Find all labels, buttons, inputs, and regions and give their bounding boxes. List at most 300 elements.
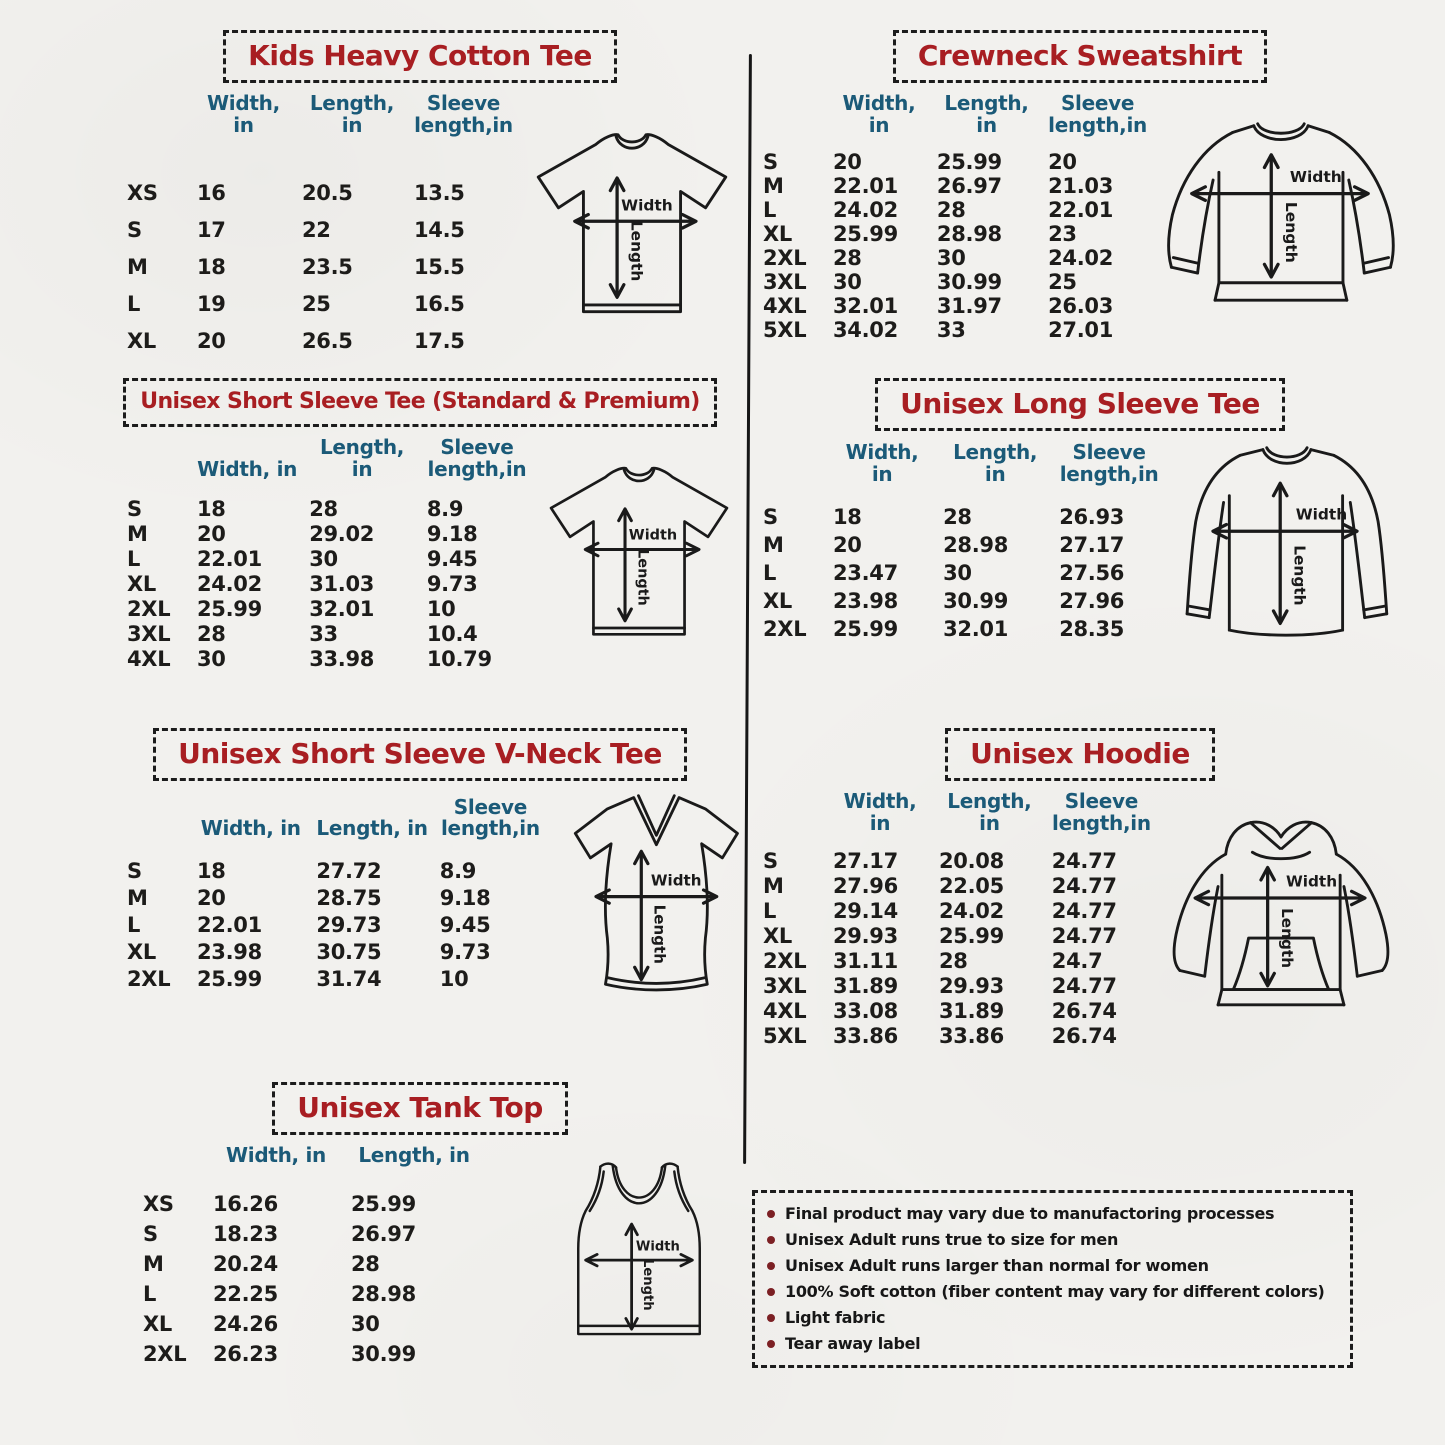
column-header: Sleeve length,in bbox=[1052, 789, 1151, 835]
measurement-value: 8.9 bbox=[426, 496, 464, 521]
measurement-value: 20 bbox=[833, 533, 862, 558]
measurement-value: 20.08 bbox=[938, 848, 1004, 873]
size-row bbox=[121, 646, 533, 671]
column-header: Length, in bbox=[358, 1143, 470, 1167]
note-item bbox=[767, 1305, 1338, 1331]
size-row bbox=[757, 587, 1165, 615]
measurement-value: 28.75 bbox=[316, 886, 382, 911]
size-label: M bbox=[127, 521, 148, 546]
measurement-value: 24.02 bbox=[1048, 246, 1114, 271]
size-label: XL bbox=[143, 1311, 172, 1336]
size-label: 2XL bbox=[143, 1341, 187, 1366]
note-text: Unisex Adult runs larger than normal for women bbox=[785, 1256, 1209, 1275]
size-table-tank bbox=[137, 1145, 483, 1369]
column-header: Width, in bbox=[843, 789, 917, 835]
measurement-value: 33 bbox=[309, 621, 338, 646]
section-title: Unisex Long Sleeve Tee bbox=[900, 387, 1260, 420]
table-header-row bbox=[121, 93, 519, 174]
panel-crewneck-sweatshirt bbox=[755, 30, 1405, 375]
measurement-value: 29.14 bbox=[833, 898, 898, 923]
measurement-value: 19 bbox=[197, 291, 226, 316]
measurement-value: 24.77 bbox=[1051, 923, 1117, 948]
size-row bbox=[757, 222, 1153, 246]
measurement-value: 20.5 bbox=[301, 180, 353, 205]
panel-kids-heavy-cotton-tee bbox=[95, 30, 745, 375]
size-column-header bbox=[757, 93, 827, 150]
size-label: L bbox=[763, 198, 777, 223]
size-row bbox=[757, 948, 1157, 973]
size-label: S bbox=[127, 859, 142, 884]
column-header: Length, in bbox=[319, 435, 405, 481]
long-sleeve-tee-illustration bbox=[1165, 441, 1405, 645]
size-table-crewneck bbox=[757, 93, 1153, 342]
measurement-value: 9.73 bbox=[426, 571, 478, 596]
width-arrow bbox=[586, 1255, 693, 1266]
measurement-value: 24.26 bbox=[213, 1311, 278, 1336]
length-arrow bbox=[1273, 483, 1286, 623]
size-row bbox=[757, 174, 1153, 198]
size-row bbox=[121, 621, 533, 646]
tshirt-illustration bbox=[519, 128, 745, 325]
measurement-value: 30.99 bbox=[936, 270, 1002, 295]
length-arrow bbox=[1261, 867, 1274, 985]
size-label: XS bbox=[127, 180, 158, 205]
size-column-header bbox=[121, 437, 191, 496]
note-item bbox=[767, 1201, 1338, 1227]
measurement-value: 9.45 bbox=[439, 913, 491, 938]
section-title-box bbox=[272, 1082, 568, 1135]
measurement-value: 23.98 bbox=[197, 940, 262, 965]
measurement-value: 31.11 bbox=[833, 948, 898, 973]
measurement-value: 18 bbox=[197, 496, 226, 521]
size-label: 5XL bbox=[763, 318, 807, 343]
table-header-row bbox=[121, 437, 533, 496]
size-label: L bbox=[763, 898, 777, 923]
size-column-header bbox=[757, 442, 827, 503]
table-header-row bbox=[757, 93, 1153, 150]
measurement-value: 27.96 bbox=[833, 873, 898, 898]
size-label: M bbox=[763, 873, 784, 898]
measurement-value: 26.5 bbox=[301, 328, 353, 353]
column-header: Length, in bbox=[953, 440, 1038, 486]
bullet-dot bbox=[767, 1314, 775, 1322]
panel-unisex-hoodie bbox=[755, 728, 1405, 1088]
size-row bbox=[121, 174, 519, 211]
measurement-value: 9.18 bbox=[426, 521, 478, 546]
panel-unisex-vneck-tee bbox=[95, 728, 745, 1080]
size-row bbox=[121, 496, 533, 521]
measurement-value: 27.17 bbox=[1059, 533, 1125, 558]
section-title-box bbox=[945, 728, 1215, 781]
section-title: Crewneck Sweatshirt bbox=[917, 39, 1243, 72]
length-label: Length bbox=[1290, 545, 1309, 606]
section-title-box bbox=[223, 30, 617, 83]
size-row bbox=[757, 150, 1153, 174]
measurement-value: 30.99 bbox=[351, 1341, 416, 1366]
measurement-value: 27.72 bbox=[316, 859, 382, 884]
column-header: Length, in bbox=[947, 789, 1032, 835]
measurement-value: 24.02 bbox=[938, 898, 1004, 923]
width-label: Width bbox=[650, 871, 702, 890]
measurement-value: 26.03 bbox=[1048, 294, 1114, 319]
measurement-value: 30 bbox=[351, 1311, 380, 1336]
measurement-value: 28 bbox=[936, 198, 966, 223]
note-item bbox=[767, 1253, 1338, 1279]
table-header-row bbox=[757, 442, 1165, 503]
size-label: 3XL bbox=[763, 973, 807, 998]
table-header-row bbox=[757, 791, 1157, 848]
size-column-header bbox=[137, 1145, 207, 1189]
size-label: 2XL bbox=[763, 617, 807, 642]
size-label: L bbox=[143, 1281, 157, 1306]
hoodie-illustration bbox=[1157, 816, 1405, 1024]
measurement-value: 16 bbox=[197, 180, 226, 205]
measurement-value: 30 bbox=[936, 246, 966, 271]
measurement-value: 26.74 bbox=[1051, 1023, 1117, 1048]
measurement-value: 33.98 bbox=[309, 646, 375, 671]
measurement-value: 32.01 bbox=[833, 294, 898, 319]
section-title-box bbox=[875, 378, 1285, 431]
measurement-value: 23.98 bbox=[833, 589, 898, 614]
size-label: S bbox=[127, 217, 142, 242]
measurement-value: 23.47 bbox=[833, 561, 898, 586]
notes-list bbox=[767, 1201, 1338, 1357]
width-label: Width bbox=[635, 1239, 680, 1255]
size-row bbox=[121, 966, 547, 993]
bullet-dot bbox=[767, 1340, 775, 1348]
size-row bbox=[757, 246, 1153, 270]
tank-top-illustration bbox=[561, 1160, 717, 1353]
measurement-value: 25 bbox=[1048, 270, 1077, 295]
size-label: 2XL bbox=[127, 596, 171, 621]
measurement-value: 23 bbox=[1048, 222, 1077, 247]
measurement-value: 9.45 bbox=[426, 546, 478, 571]
measurement-value: 20.24 bbox=[213, 1251, 278, 1276]
size-label: M bbox=[127, 886, 148, 911]
size-row bbox=[137, 1219, 483, 1249]
bullet-dot bbox=[767, 1236, 775, 1244]
measurement-value: 25.99 bbox=[197, 967, 262, 992]
measurement-value: 13.5 bbox=[413, 180, 465, 205]
size-label: 3XL bbox=[763, 270, 807, 295]
measurement-value: 22 bbox=[301, 217, 331, 242]
size-label: 2XL bbox=[763, 246, 807, 271]
column-header: Sleeve length,in bbox=[441, 794, 540, 841]
measurement-value: 33 bbox=[936, 318, 966, 343]
size-row bbox=[757, 559, 1165, 587]
size-column-header bbox=[121, 797, 191, 858]
measurement-value: 33.86 bbox=[833, 1023, 898, 1048]
measurement-value: 18.23 bbox=[213, 1221, 278, 1246]
size-row bbox=[137, 1309, 483, 1339]
measurement-value: 26.97 bbox=[936, 174, 1002, 199]
size-row bbox=[137, 1279, 483, 1309]
size-row bbox=[121, 858, 547, 885]
sweatshirt-illustration bbox=[1153, 118, 1405, 317]
measurement-value: 27.96 bbox=[1059, 589, 1125, 614]
size-table-long-sleeve bbox=[757, 442, 1165, 643]
width-arrow bbox=[1213, 525, 1357, 538]
size-row bbox=[121, 322, 519, 359]
measurement-value: 26.97 bbox=[351, 1221, 416, 1246]
size-label: M bbox=[763, 533, 784, 558]
measurement-value: 30 bbox=[943, 561, 972, 586]
size-row bbox=[121, 546, 533, 571]
measurement-value: 20 bbox=[197, 521, 226, 546]
size-label: 3XL bbox=[127, 621, 171, 646]
size-label: XL bbox=[127, 571, 156, 596]
section-title-box bbox=[893, 30, 1267, 83]
size-row bbox=[757, 898, 1157, 923]
panel-unisex-tank-top bbox=[95, 1082, 745, 1422]
column-header: Sleeve length,in bbox=[414, 91, 513, 137]
size-row bbox=[121, 571, 533, 596]
measurement-value: 22.25 bbox=[213, 1281, 278, 1306]
measurement-value: 20 bbox=[833, 150, 862, 175]
measurement-value: 25.99 bbox=[936, 150, 1002, 175]
column-header: Sleeve length,in bbox=[427, 435, 527, 481]
length-label: Length bbox=[1277, 907, 1296, 968]
column-header: Width, in bbox=[207, 91, 280, 137]
measurement-value: 25.99 bbox=[197, 596, 262, 621]
size-row bbox=[121, 885, 547, 912]
table-header-row bbox=[137, 1145, 483, 1189]
vneck-tee-illustration bbox=[547, 791, 745, 998]
length-label: Length bbox=[650, 904, 669, 964]
size-row bbox=[121, 211, 519, 248]
measurement-value: 28.98 bbox=[936, 222, 1002, 247]
length-label: Length bbox=[627, 220, 646, 281]
measurement-value: 29.93 bbox=[938, 973, 1004, 998]
size-label: L bbox=[763, 561, 777, 586]
size-label: 5XL bbox=[763, 1023, 807, 1048]
size-label: 4XL bbox=[763, 294, 807, 319]
measurement-value: 21.03 bbox=[1048, 174, 1114, 199]
measurement-value: 18 bbox=[833, 505, 862, 530]
measurement-value: 28 bbox=[833, 246, 862, 271]
column-header: Length, in bbox=[944, 91, 1029, 137]
size-label: L bbox=[127, 913, 141, 938]
size-row bbox=[757, 270, 1153, 294]
measurement-value: 20 bbox=[197, 328, 226, 353]
size-table-short-sleeve bbox=[121, 437, 533, 671]
measurement-value: 33.08 bbox=[833, 998, 898, 1023]
size-label: L bbox=[127, 546, 141, 571]
measurement-value: 30 bbox=[833, 270, 862, 295]
measurement-value: 29.73 bbox=[316, 913, 382, 938]
measurement-value: 15.5 bbox=[413, 254, 465, 279]
measurement-value: 10 bbox=[426, 596, 456, 621]
size-row bbox=[757, 531, 1165, 559]
size-label: XL bbox=[763, 589, 792, 614]
size-row bbox=[121, 912, 547, 939]
measurement-value: 29.02 bbox=[309, 521, 375, 546]
measurement-value: 22.01 bbox=[197, 913, 262, 938]
measurement-value: 14.5 bbox=[413, 217, 465, 242]
measurement-value: 20 bbox=[197, 886, 226, 911]
column-header: Sleeve length,in bbox=[1059, 440, 1159, 486]
size-row bbox=[757, 198, 1153, 222]
width-arrow bbox=[596, 890, 717, 903]
measurement-value: 20 bbox=[1048, 150, 1077, 175]
measurement-value: 27.56 bbox=[1059, 561, 1125, 586]
column-header: Width, in bbox=[845, 440, 919, 486]
measurement-value: 22.01 bbox=[833, 174, 898, 199]
size-row bbox=[757, 318, 1153, 342]
measurement-value: 26.74 bbox=[1051, 998, 1117, 1023]
measurement-value: 25.99 bbox=[833, 617, 898, 642]
size-label: XL bbox=[763, 222, 792, 247]
size-label: XL bbox=[127, 328, 156, 353]
product-notes-box bbox=[752, 1190, 1353, 1368]
note-text: Unisex Adult runs true to size for men bbox=[785, 1230, 1119, 1249]
size-row bbox=[121, 248, 519, 285]
section-title: Unisex Short Sleeve Tee (Standard & Premium) bbox=[140, 389, 700, 414]
measurement-value: 24.02 bbox=[197, 571, 262, 596]
measurement-value: 22.05 bbox=[938, 873, 1004, 898]
measurement-value: 25.99 bbox=[351, 1191, 416, 1216]
size-label: S bbox=[143, 1221, 158, 1246]
length-arrow bbox=[1264, 155, 1278, 277]
size-row bbox=[121, 521, 533, 546]
size-label: XL bbox=[763, 923, 792, 948]
measurement-value: 31.97 bbox=[936, 294, 1002, 319]
bullet-dot bbox=[767, 1288, 775, 1296]
measurement-value: 22.01 bbox=[197, 546, 262, 571]
measurement-value: 28 bbox=[197, 621, 226, 646]
column-header: Length, in bbox=[309, 91, 395, 137]
measurement-value: 9.18 bbox=[439, 886, 491, 911]
measurement-value: 26.23 bbox=[213, 1341, 278, 1366]
measurement-value: 28 bbox=[309, 496, 338, 521]
size-label: 4XL bbox=[763, 998, 807, 1023]
width-label: Width bbox=[1289, 168, 1342, 187]
size-row bbox=[757, 973, 1157, 998]
measurement-value: 9.73 bbox=[439, 940, 491, 965]
column-header: Width, in bbox=[200, 816, 301, 841]
section-title-box bbox=[153, 728, 687, 781]
measurement-value: 26.93 bbox=[1059, 505, 1125, 530]
bullet-dot bbox=[767, 1210, 775, 1218]
size-row bbox=[757, 873, 1157, 898]
measurement-value: 24.7 bbox=[1051, 948, 1103, 973]
table-header-row bbox=[121, 797, 547, 858]
size-label: M bbox=[763, 174, 784, 199]
size-label: S bbox=[127, 496, 142, 521]
section-title: Unisex Tank Top bbox=[297, 1091, 543, 1124]
measurement-value: 17 bbox=[197, 217, 226, 242]
measurement-value: 28.98 bbox=[351, 1281, 416, 1306]
column-header: Width, in bbox=[226, 1143, 326, 1167]
size-label: XL bbox=[127, 940, 156, 965]
size-label: 2XL bbox=[127, 967, 171, 992]
section-title: Unisex Hoodie bbox=[970, 737, 1190, 770]
measurement-value: 27.17 bbox=[833, 848, 898, 873]
measurement-value: 25.99 bbox=[833, 222, 898, 247]
measurement-value: 28 bbox=[943, 505, 972, 530]
measurement-value: 8.9 bbox=[439, 859, 477, 884]
measurement-value: 17.5 bbox=[413, 328, 465, 353]
measurement-value: 10.79 bbox=[426, 646, 492, 671]
measurement-value: 10.4 bbox=[426, 621, 478, 646]
measurement-value: 34.02 bbox=[833, 318, 898, 343]
size-row bbox=[137, 1249, 483, 1279]
size-table-kids-tee bbox=[121, 93, 519, 359]
measurement-value: 25 bbox=[301, 291, 331, 316]
size-table-vneck bbox=[121, 794, 547, 993]
measurement-value: 27.01 bbox=[1048, 318, 1114, 343]
size-column-header bbox=[757, 791, 827, 848]
measurement-value: 31.89 bbox=[833, 973, 898, 998]
measurement-value: 28.98 bbox=[943, 533, 1009, 558]
length-arrow bbox=[619, 509, 632, 621]
column-header: Width, in bbox=[842, 91, 916, 137]
section-title-box bbox=[123, 378, 717, 427]
width-label: Width bbox=[1295, 505, 1348, 524]
size-label: S bbox=[763, 150, 778, 175]
measurement-value: 33.86 bbox=[938, 1023, 1004, 1048]
size-label: M bbox=[127, 254, 148, 279]
size-row bbox=[757, 998, 1157, 1023]
note-text: Tear away label bbox=[785, 1334, 921, 1353]
measurement-value: 24.77 bbox=[1051, 848, 1117, 873]
length-label: Length bbox=[639, 1259, 655, 1311]
size-label: 4XL bbox=[127, 646, 171, 671]
measurement-value: 31.03 bbox=[309, 571, 375, 596]
size-label: 2XL bbox=[763, 948, 807, 973]
measurement-value: 24.77 bbox=[1051, 898, 1117, 923]
measurement-value: 32.01 bbox=[309, 596, 375, 621]
measurement-value: 30.75 bbox=[316, 940, 382, 965]
size-row bbox=[137, 1339, 483, 1369]
size-label: L bbox=[127, 291, 141, 316]
tshirt-illustration bbox=[533, 462, 745, 647]
measurement-value: 25.99 bbox=[938, 923, 1004, 948]
measurement-value: 29.93 bbox=[833, 923, 898, 948]
measurement-value: 18 bbox=[197, 859, 226, 884]
bullet-dot bbox=[767, 1262, 775, 1270]
size-row bbox=[121, 939, 547, 966]
note-item bbox=[767, 1331, 1338, 1357]
length-label: Length bbox=[1281, 202, 1300, 264]
width-label: Width bbox=[628, 527, 678, 544]
panel-unisex-short-sleeve-tee bbox=[95, 378, 745, 726]
measurement-value: 28 bbox=[351, 1251, 380, 1276]
note-item bbox=[767, 1227, 1338, 1253]
size-row bbox=[121, 596, 533, 621]
measurement-value: 28 bbox=[938, 948, 968, 973]
width-label: Width bbox=[1285, 872, 1338, 891]
measurement-value: 22.01 bbox=[1048, 198, 1114, 223]
size-row bbox=[757, 1023, 1157, 1048]
size-row bbox=[137, 1189, 483, 1219]
measurement-value: 32.01 bbox=[943, 617, 1009, 642]
column-header: Length, in bbox=[316, 816, 428, 841]
note-text: Light fabric bbox=[785, 1308, 886, 1327]
size-row bbox=[757, 848, 1157, 873]
measurement-value: 30 bbox=[309, 546, 338, 571]
measurement-value: 30.99 bbox=[943, 589, 1009, 614]
size-row bbox=[757, 294, 1153, 318]
size-row bbox=[757, 503, 1165, 531]
measurement-value: 24.02 bbox=[833, 198, 898, 223]
measurement-value: 28.35 bbox=[1059, 617, 1125, 642]
section-title: Unisex Short Sleeve V-Neck Tee bbox=[178, 737, 662, 770]
measurement-value: 16.5 bbox=[413, 291, 465, 316]
size-table-hoodie bbox=[757, 791, 1157, 1048]
measurement-value: 10 bbox=[439, 967, 469, 992]
size-label: XS bbox=[143, 1191, 174, 1216]
